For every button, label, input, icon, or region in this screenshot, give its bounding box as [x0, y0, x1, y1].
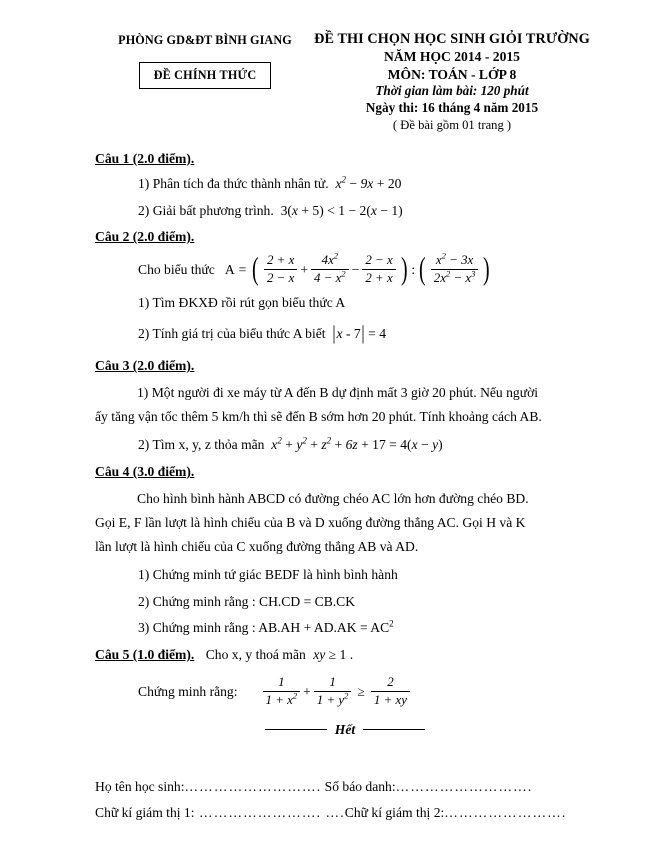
- q5-frac2-denominator: $1 + y^2$: [316, 690, 349, 707]
- q5-geq-operator: ≥: [357, 683, 365, 699]
- exam-year: NĂM HỌC 2014 - 2015: [384, 49, 520, 65]
- q5-plus-operator: +: [303, 683, 311, 699]
- question-4-item-2: 2) Chứng minh rằng : CH.CD = CB.CK: [138, 593, 356, 609]
- frac2-numerator: $4x^2$: [321, 250, 339, 268]
- student-name-dots[interactable]: ……………………….: [184, 778, 322, 794]
- question-2-item-2-text: 2) Tính giá trị của biểu thức A biết: [138, 325, 326, 341]
- fraction-4x2-over-4minusx2: [311, 250, 349, 286]
- frac4-numerator: $x^2 - 3x$: [435, 250, 474, 268]
- student-info-row: [95, 774, 595, 801]
- exam-content: [95, 151, 595, 827]
- question-2-expression-label: Cho biểu thức: [138, 261, 215, 277]
- open-paren-1: (: [252, 250, 259, 286]
- end-marker-text: Hết: [334, 721, 356, 737]
- invigilator-1-dots[interactable]: ……………………. ….: [194, 805, 345, 821]
- question-2-expression: [138, 250, 595, 286]
- fraction-1-over-1plusy2: [314, 675, 352, 708]
- header-left-block: [105, 30, 305, 89]
- exam-number-dots[interactable]: ……………………….: [395, 778, 533, 794]
- question-2-expr-var: A: [224, 261, 235, 277]
- fraction-x2minus3x-over-2x2minusx3: [431, 250, 479, 286]
- plus-operator-1: +: [300, 261, 309, 277]
- frac4-denominator: $2x^2 - x^3$: [433, 268, 476, 286]
- question-5-intro-text: Cho x, y thoá mãn: [205, 647, 306, 663]
- exam-subject: MÔN: TOÁN - LỚP 8: [387, 66, 517, 82]
- invigilator-row: [95, 800, 595, 827]
- q5-frac3-numerator: 2: [387, 674, 394, 690]
- question-1-item-1-text: 1) Phân tích đa thức thành nhân tử.: [138, 175, 329, 191]
- frac3-denominator: 2 + x: [365, 270, 393, 286]
- fraction-2plusx-over-2minusx: [264, 253, 297, 286]
- question-5-heading-line: [95, 647, 595, 663]
- open-paren-2: (: [419, 250, 426, 286]
- question-1-item-2-text: 2) Giải bất phương trình.: [138, 202, 274, 218]
- question-5-prove-line: [138, 675, 595, 708]
- document-header: [95, 30, 595, 133]
- fraction-2-over-1plusxy: [371, 675, 410, 708]
- question-5-prove-label: Chứng minh rằng:: [138, 683, 238, 699]
- frac1-numerator: 2 + x: [267, 252, 295, 268]
- question-2-item-2: [138, 320, 595, 350]
- invigilator-2-label: Chữ kí giám thị 2:: [344, 805, 445, 821]
- question-1-item-2: [138, 201, 595, 221]
- end-marker-row: [95, 722, 595, 738]
- division-operator: :: [411, 261, 416, 277]
- question-3-heading: Câu 3 (2.0 điểm).: [95, 358, 195, 374]
- question-4-paragraph-line-2: Gọi E, F lần lượt là hình chiếu của B và D xuống đường thẳng AC. Gọi H và K: [95, 515, 526, 530]
- question-2-heading: Câu 2 (2.0 điểm).: [95, 229, 195, 245]
- question-4-item-1: 1) Chứng minh tứ giác BEDF là hình bình hành: [138, 567, 398, 583]
- question-4-paragraph-line-3: lần lượt là hình chiếu của C xuống đường thẳng AB và AD.: [95, 539, 419, 555]
- student-name-label: Họ tên học sinh:: [95, 778, 185, 794]
- question-1-item-1-math: $x^2 - 9x + 20$: [335, 174, 402, 191]
- question-1-item-1: [138, 174, 595, 194]
- frac1-denominator: 2 − x: [267, 270, 295, 286]
- question-5-heading: Câu 5 (1.0 điểm).: [95, 647, 195, 663]
- frac2-denominator: $4 - x^2$: [314, 268, 346, 286]
- q5-frac1-numerator: 1: [278, 674, 285, 690]
- end-rule-right: [363, 729, 425, 730]
- question-2-item-1: 1) Tìm ĐKXĐ rồi rút gọn biểu thức A: [138, 294, 346, 310]
- question-3-item-1-line-2: ấy tăng vận tốc thêm 5 km/h thì sẽ đến B sớm hơn 20 phút. Tính khoảng cách AB.: [95, 409, 542, 425]
- question-4-item-3: 3) Chứng minh rằng : $AB.AH + AD.AK = AC^2$: [138, 618, 394, 636]
- exam-title: ĐỀ THI CHỌN HỌC SINH GIỎI TRƯỜNG: [314, 31, 590, 47]
- close-paren-1: ): [400, 250, 408, 286]
- q5-frac1-denominator: $1 + x^2$: [265, 690, 298, 707]
- minus-operator-1: −: [351, 261, 360, 277]
- q5-frac3-denominator: 1 + xy: [373, 692, 407, 707]
- document-footer: [95, 774, 595, 827]
- question-1-heading: Câu 1 (2.0 điểm).: [95, 150, 195, 166]
- question-3-item-2: [138, 435, 595, 455]
- office-name: PHÒNG GD&ĐT BÌNH GIANG: [118, 33, 292, 47]
- question-5-formula: [260, 675, 413, 708]
- question-3-item-1-line-1: 1) Một người đi xe máy từ A đến B dự định mất 3 giờ 20 phút. Nếu người: [137, 385, 539, 401]
- question-2-formula: [224, 250, 492, 286]
- question-3-item-2-math: $x^2 + y^2 + z^2 + 6z + 17 = 4(x - y)$: [271, 435, 443, 453]
- official-exam-badge: ĐỀ CHÍNH THỨC: [139, 62, 272, 89]
- exam-page-count: ( Đề bài gồm 01 trang ): [392, 117, 512, 132]
- exam-number-label: Số báo danh:: [324, 778, 396, 794]
- q5-frac2-numerator: 1: [329, 674, 336, 690]
- header-right-block: [309, 30, 595, 133]
- question-4-paragraph-line-1: Cho hình bình hành ABCD có đường chéo AC lớn hơn đường chéo BD.: [137, 490, 529, 506]
- exam-duration: Thời gian làm bài: 120 phút: [375, 82, 529, 98]
- question-3-item-2-text: 2) Tìm x, y, z thỏa mãn: [138, 437, 265, 453]
- exam-date: Ngày thi: 16 tháng 4 năm 2015: [365, 99, 539, 115]
- invigilator-2-dots[interactable]: …………………….: [444, 805, 567, 821]
- invigilator-1-label: Chữ kí giám thị 1:: [95, 805, 195, 821]
- question-4-heading: Câu 4 (3.0 điểm).: [95, 463, 195, 479]
- close-paren-2: ): [483, 250, 491, 286]
- fraction-1-over-1plusx2: [263, 675, 301, 708]
- end-rule-left: [265, 729, 327, 730]
- question-2-expr-eq: =: [238, 261, 247, 277]
- fraction-2minusx-over-2plusx: [362, 253, 395, 286]
- question-2-item-2-math: |x - 7| = 4: [332, 321, 387, 344]
- question-1-item-2-math: 3(x + 5) < 1 − 2(x − 1): [280, 202, 403, 218]
- question-5-intro-math: xy ≥ 1 .: [313, 647, 354, 663]
- frac3-numerator: 2 − x: [365, 252, 393, 268]
